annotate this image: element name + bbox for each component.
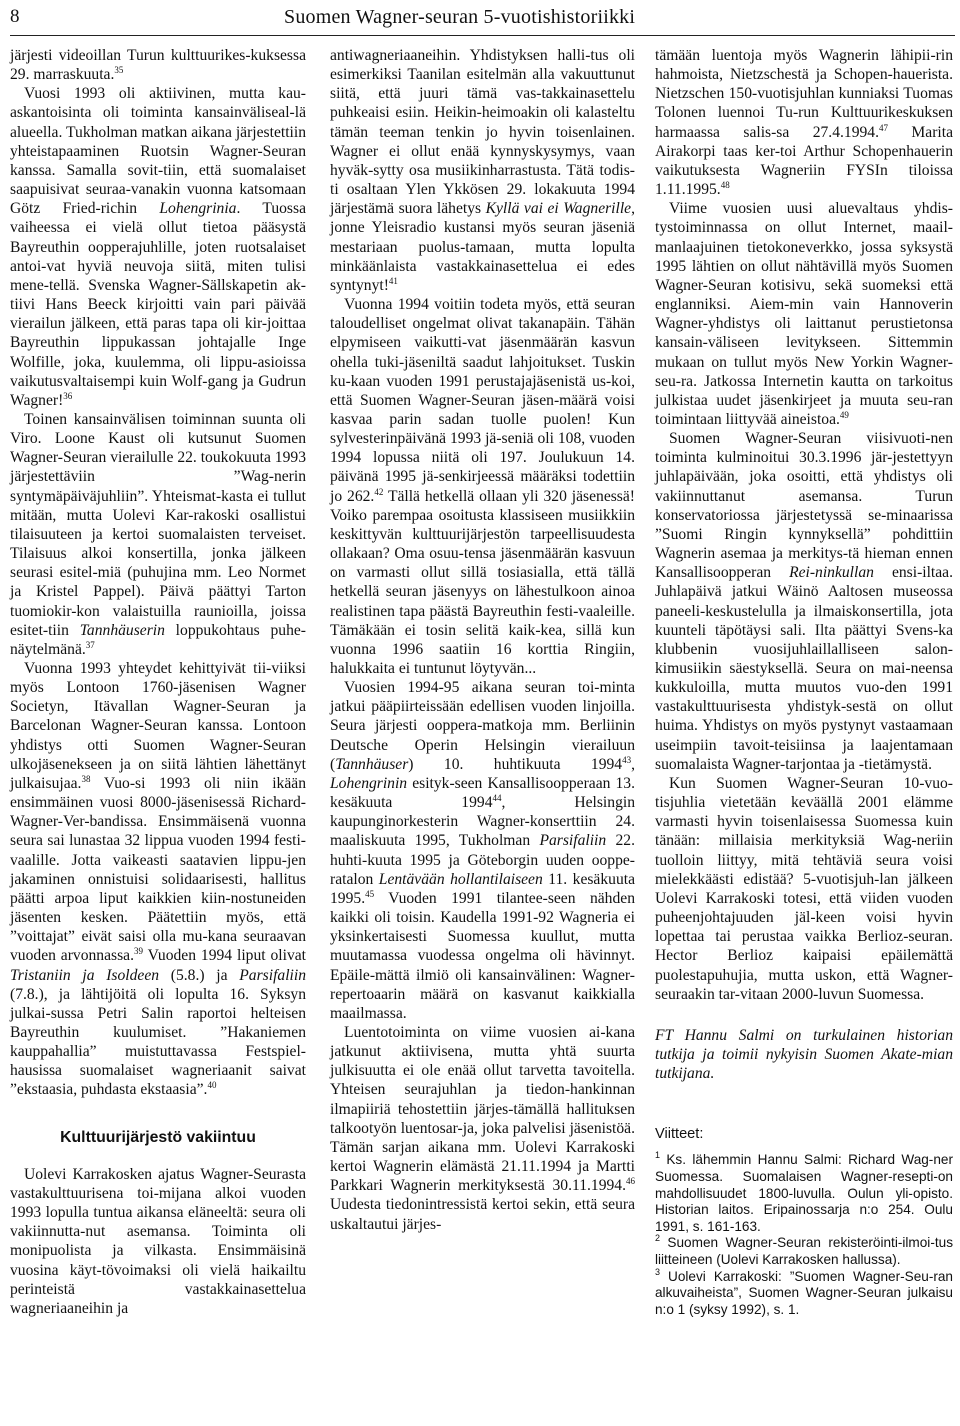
paragraph: Toinen kansainvälisen toiminnan suunta oli Viro. Loone Kaust oli kutsunut Suomen Wagner-Seuran vierailulle 22. toukokuuta 1993 järjestettäviin ”Wag-nerin syntymäpäiväjuhliin”. Yhteismat-kasta ei tullut mitään, mutta Uolevi Kar-rakoski osallistui tilaisuuteen ja kertoi suomalaisten terveiset. Tilaisuus alkoi konsertilla, jonka jälkeen seurasi esitel-miä (puhujina mm. Leo Normet ja Kristel Pappel). Päivä päättyi Tarton tuomiokir-kon valaistuilla raunioilla, joissa esitet-tiin Tannhäuserin loppukohtaus puhe-näytelmänä.$^{37}$ (10, 410, 306, 658)
column-middle (330, 46, 635, 1234)
paragraph: Kun Suomen Wagner-Seuran 10-vuo-tisjuhlia vietetään keväällä 2001 elämme varmasti hyvin toisenlaisessa Suomessa kuin tänään: millaisia merkityksiä Wag-neriin tuolloin liittyy, mitä tehtäviä seura voisi mielekkäästi edistää? 5-vuotisjuh-lan jälkeen Uolevi Karrakoski totesi, että viiden vuoden puheenjohtajuuden jäl-keen voisi hyvin lopettaa tai perustaa vaikka Berlioz-seuran. Hector Berlioz kaipaisi epäilemättä puolestapuhujia, mutta uskon, että Wagner-seuraakin tar-vitaan 2000-luvun Suomessa. (655, 774, 953, 1003)
paragraph: Vuonna 1994 voitiin todeta myös, että seuran taloudelliset ongelmat olivat takanapäin. Tähän elpymiseen vaikutti-vat jäsenmäärän kasvun ohella tuki-jäseniltä saadut lahjoitukset. Tuskin ku-kaan vuoden 1991 perustajajäsenistä us-koi, että Suomen Wagner-Seuran jäsen-määrä voisi kasvaa parin sadan tuolle puolen! Kun sylvesterinpäivänä 1993 jä-seniä oli 108, vuoden 1994 lopussa niitä oli 197. Joulukuun 14. päivänä 1995 jä-senkirjeessä määräksi todettiin jo 262.42 Tällä hetkellä ollaan yli 320 jäsenessä! Voiko parempaa osoitusta klassiseen musiikkiin keskittyvän kulttuurijärjestön tarpeellisuudesta ollakaan? Oma osuu-tensa jäsenmäärän kasvuun on varmasti ollut sillä tosiasialla, että tällä hetkellä seuran jäsenyys on lähestulkoon ainoa realistinen tapa päästä Bayreuthin festi-vaaleille. Tämäkään ei tosin selitä kaik-kea, sillä kun vuonna 1996 saatiin 16 korttia Ringiin, halukkaita ei tuntunut löytyvän... (330, 296, 635, 677)
column-right (655, 46, 953, 1318)
column-left (10, 46, 306, 1318)
footnote-3: $^3$ Uolevi Karrakoski: ”Suomen Wagner-Seu-ran alkuvaiheista”, Suomen Wagner-Seuran julkaisu n:o 1 (syksy 1992), s. 1. (655, 1266, 953, 1317)
header-rule (10, 35, 955, 36)
page-header (0, 0, 960, 40)
footnote-2: $^2$ Suomen Wagner-Seuran rekisteröinti-ilmoi-tus liitteineen (Uolevi Karrakosken hallussa). (655, 1233, 953, 1267)
references-label: Viitteet: (655, 1126, 704, 1143)
page-number: 8 (10, 6, 20, 27)
paragraph: antiwagneriaaneihin. Yhdistyksen halli-tus oli esimerkiksi Taanilan esitelmän alla vakuuttunut siitä, että juuri tämä vas-takkainasettelu puhkeaisi esiin. Heikin-heimoakin oli kalasteltu tämän teeman tenkin jo hyvin toisenlainen. Wagner ei ollut enää kynnyskysymys, vaan hyväk-sytty osa musiikinharrastusta. Tätä todis-ti osaltaan Ylen Ykkösen 29. lokakuuta 1994 järjestämä suora lähetys Kyllä vai ei Wagnerille, jonne Yleisradio kustansi myös seuran jäseniä mestariaan puolus-tamaan, mutta lopulta minkäänlaista vastakkainasettelua ei edes syntynyt!$^{41}$ (330, 47, 636, 294)
paragraph: Suomen Wagner-Seuran viisivuoti-nen toiminta kulminoitui 30.3.1996 jär-jestettyyn juhlapäivään, joka osoitti, että yhdistys oli vakiinnuttanut asemansa. Turun konservatoriossa järjestetyssä se-minaarissa ”Suomi Ringin kynnyksellä” pohdittiin Wagnerin asemaa ja merkitys-tä hieman ennen Kansallisoopperan Rei-ninkullan ensi-iltaa. Juhlapäivä jatkui Wäinö Aaltosen museossa paneeli-keskustelulla ja ilmaiskonsertilla, jota kuunteli täpötäysi sali. Ilta päättyi Svens-ka klubbenin vuosijuhlaillalliseen salon-kimusiikin säestyksellä. Seura on mai-neensa kukkuloilla, mutta muutos vuo-den 1991 vastakulttuurisesta yhdistyk-sestä on ollut huima. Yhdistys on myös pystynyt vastaamaan useimpiin tavoit-teisiinsa ja laajentamaan suomalaista Wagner-tarjontaa ja -tietämystä. (655, 430, 953, 773)
paragraph: Vuosi 1993 oli aktiivinen, mutta kau-askantoisinta oli toiminta kansainväliseal-lä alueella. Tukholman matkan aikana järjestettiin yhteistapaaminen Ruotsin Wagner-Seuran kanssa. Samalla sovit-tiin, että suomalaiset saapuisivat seuraa-vanakin vuonna katsomaan Götz Fried-richin Lohengrinia. Tuossa vaiheessa ei vielä ollut tietoa pääsystä Bayreuthin oopperajuhlille, joten ruotsalaiset antoi-vat hyviä neuvoja siitä, miten tulisi mene-tellä. Svenska Wagner-Sällskapetin ak-tiivi Hans Beeck kirjoitti vain pari päivää vierailun jälkeen, että paras tapa oli kir-joittaa Bayreuthin lippukassan johtajalle Inge Wolfille, joka, kuulemma, oli lippu-asioissa vaikutusvaltaisempi kuin Wolf-gang ja Gudrun Wagner!$^{36}$ (10, 85, 306, 409)
footnote-1: $^1$ Ks. lähemmin Hannu Salmi: Richard Wag-ner Suomessa. Suomalaisen Wagner-resepti-on mahdollisuudet 1800-luvulla. Oulun yli-opisto. Historian laitos. Eripainossarja n:o 254. Oulu 1991, s. 161-163. (655, 1150, 953, 1234)
paragraph: Viime vuosien uusi aluevaltaus yhdis-tystoiminnassa on ollut Internet, maail-manlaajuinen tietokoneverkko, jossa syksystä 1995 lähtien on ollut nähtävillä myös Suomen Wagner-Seuran kotisivu, sekä suomeksi että englanniksi. Aiem-min vain Hannoverin Wagner-yhdistys oli laittanut perustietonsa kansain-väliseen levitykseen. Sittemmin mukaan on tullut myös New Yorkin Wagner-seu-ra. Jatkossa Internetin kautta on tarkoitus julkistaa uudet jäsenkirjeet ja muuta seu-ran toimintaan liittyvää aineistoa.$^{49}$ (655, 200, 953, 428)
paragraph: järjesti videoillan Turun kulttuurikes-kuksessa 29. marraskuuta.$^{35}$ (10, 47, 306, 84)
running-title: Suomen Wagner-seuran 5-vuotishistoriikki (284, 6, 636, 28)
footnotes (655, 1152, 953, 1318)
paragraph: Luentotoiminta on viime vuosien ai-kana jatkunut aktiivisena, mutta yhtä suurta julkisuutta ei ole enää ollut tarvetta tavoitella. Yhteisen seurajuhlan ja tiedon-hankinnan ilmapiiriä tehostettiin järjes-tämällä hallituksen talkootyön luentosar-ja, joka palvelisi jäsenistöä. Tämän sarjan aikana mm. Uolevi Karrakoski kertoi Wagnerin elämästä 21.11.1994 ja Martti Parkkari Wagnerin merkityksestä 30.11.1994.46 Uudesta tiedonintressistä kertoi sekin, että seura uskaltautui järjes- (330, 1023, 635, 1233)
paragraph: tämään luentoja myös Wagnerin lähipii-rin hahmoista, Nietzschestä ja Schopen-hauerista. Nietzschen 150-vuotisjuhlan kunniaksi Tuomas Tolonen luennoi Tu-run Kulttuurikeskuksen harmaassa salis-sa 27.4.1994.47 Marita Airakorpi taas ker-toi Arthur Schopenhauerin vaikutuksesta Wagneriin FYSIn tiloissa 1.11.1995.48 (655, 47, 954, 199)
paragraph: Uolevi Karrakosken ajatus Wagner-Seurasta vastakulttuurisena toi-mijana alkoi vuoden 1993 lopulla tuntua aikansa eläneeltä: seura oli vakiinnutta-nut asemansa. Toiminta oli monipuolista ja vilkasta. Ensimmäisinä vuosina käyt-tövoimaksi oli vielä haikailtu perinteistä vastakkainasettelua wagneriaaneihin ja (10, 1165, 306, 1317)
paragraph: Vuosien 1994-95 aikana seuran toi-minta jatkui pääpiirteissään edellisen vuoden linjoilla. Seura järjesti ooppera-matkoja mm. Berliinin Deutsche Operin Helsingin vierailuun (Tannhäuser) 10. huhtikuuta 1994$^{43}$, Lohengrinin esityk-seen Kansallisoopperaan 13. kesäkuuta 1994$^{44}$, Helsingin kaupunginorkesterin Wagner-konserttiin 24. maaliskuuta 1995, Tukholman Parsifaliin 22. huhti-kuuta 1995 ja Göteborgin uuden ooppe-ratalon Lentävään hollantilaiseen 11. kesäkuuta 1995.45 Vuoden 1991 tilantee-seen nähden kaikki oli toisin. Kaudella 1991-92 Wagneria ei yksinkertaisesti Suomessa kuullut, mutta muutamassa vuodessa ongelma oli hävinnyt. Epäile-mättä ilmiö oli kansainvälinen: Wagner-repertoaarin määrä on kasvanut kaikkialla maailmassa. (330, 679, 635, 1022)
paragraph: Vuonna 1993 yhteydet kehittyivät tii-viiksi myös Lontoon 1760-jäsenisen Wagner Societyn, Itävallan Wagner-Seuran ja Barcelonan Wagner-Seuran kanssa. Lontoon yhdistys otti Suomen Wagner-Seuran ulkojäsenekseen ja on siitä lähtien lähettänyt julkaisujaa.$^{38}$ Vuo-si 1993 oli niin ikään ensimmäinen vuosi 8000-jäsenisessä Richard-Wagner-Ver-bandissa. Ensimmäisenä vuonna seura sai lunastaa 32 lippua vuoden 1994 festi-vaalille. Jotta vaikeasti saatavien lippu-jen jakaminen onnistuisi solidaarisesti, hallitus päätti arpoa liput kaikkien kiin-nostuneiden jäsenten kesken. Päätettiin myös, että ”voittajat” eivät saisi olla mu-kana seuraavan vuoden arvonnassa.$^{39}$ Vuoden 1994 liput olivat Tristaniin ja Isoldeen (5.8.) ja Parsifaliin (7.8.), ja lähtijöitä oli lopulta 16. Syksyn julkai-sussa Petri Salin raportoi helteisen Bayreuthin kuulumiset. ”Hakaniemen kauppahallia” muistuttavassa Festspiel-hausissa suomalaiset wagneriaanit saivat ”ekstaasia, puhdasta ekstaasia”.$^{40}$ (10, 660, 306, 1099)
section-heading: Kulttuurijärjestö vakiintuu (60, 1128, 256, 1146)
author-bio: FT Hannu Salmi on turkulainen historian tutkija ja toimii nykyisin Suomen Akate-mian tutkijana. (655, 1026, 953, 1083)
